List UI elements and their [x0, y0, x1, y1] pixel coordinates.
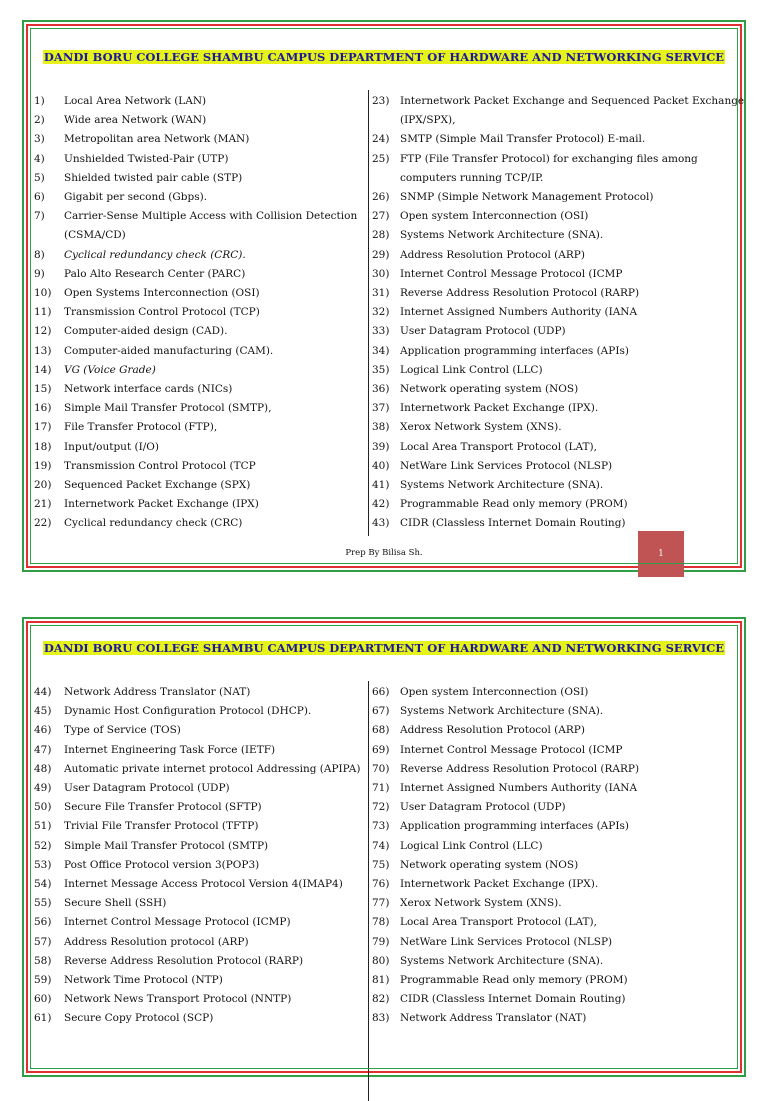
list-item-text: Trivial File Transfer Protocol (TFTP) — [64, 820, 259, 833]
list-item-text: Internet Control Message Protocol (ICMP — [400, 267, 623, 280]
list-item-number: 34) — [372, 344, 390, 357]
list-item-number: 19) — [34, 459, 52, 472]
page-number-badge: 1 — [638, 531, 684, 577]
list-item-number: 36) — [372, 383, 390, 396]
list-item — [368, 760, 740, 779]
list-item-text: Type of Service (TOS) — [64, 724, 181, 737]
list-item-text: NetWare Link Services Protocol (NLSP) — [400, 459, 613, 472]
list-item-number: 18) — [34, 440, 52, 453]
list-item — [34, 380, 364, 399]
list-item — [368, 837, 740, 856]
list-item-text: Transmission Control Protocol (TCP) — [64, 306, 260, 319]
list-item — [34, 438, 364, 457]
list-item — [368, 856, 740, 875]
list-item — [34, 130, 364, 149]
list-item-number: 55) — [34, 897, 52, 910]
list-item — [368, 495, 740, 514]
list-item — [34, 246, 364, 265]
list-item-number: 15) — [34, 383, 52, 396]
list-item-number: 25) — [372, 152, 390, 165]
list-item — [368, 361, 740, 380]
list-item-number: 33) — [372, 325, 390, 338]
footer-author: Prep By Bilisa Sh. — [345, 548, 423, 558]
list-item — [368, 933, 740, 952]
list-item-text: Simple Mail Transfer Protocol (SMTP) — [64, 839, 269, 852]
document-page-2 — [22, 617, 746, 1077]
list-item-text: File Transfer Protocol (FTP), — [64, 421, 218, 434]
list-item-text: Secure Shell (SSH) — [64, 897, 167, 910]
list-item-number: 43) — [372, 517, 390, 530]
list-item-text: Reverse Address Resolution Protocol (RARP) — [400, 762, 640, 775]
list-item — [368, 741, 740, 760]
list-item — [368, 303, 740, 322]
list-item-text: Reverse Address Resolution Protocol (RARP) — [64, 954, 304, 967]
list-item-number: 11) — [34, 306, 52, 319]
list-item — [368, 1009, 740, 1028]
list-item-number: 70) — [372, 762, 390, 775]
list-item — [34, 952, 364, 971]
list-item — [368, 169, 740, 188]
list-item-number: 59) — [34, 974, 52, 987]
list-item — [34, 875, 364, 894]
list-item-text: Systems Network Architecture (SNA). — [400, 229, 604, 242]
list-item-number: 31) — [372, 287, 390, 300]
list-item-number: 54) — [34, 878, 52, 891]
list-item-text: Cyclical redundancy check (CRC) — [64, 517, 243, 530]
list-item — [34, 226, 364, 245]
list-item-text: Cyclical redundancy check (CRC). — [64, 248, 246, 261]
list-item-number: 45) — [34, 705, 52, 718]
page-header: DANDI BORU COLLEGE SHAMBU CAMPUS DEPARTMENT OF HARDWARE AND NETWORKING SERVICE — [43, 50, 725, 64]
list-item-text: Local Area Transport Protocol (LAT), — [400, 916, 597, 929]
list-item — [34, 760, 364, 779]
list-item-text: User Datagram Protocol (UDP) — [400, 325, 566, 338]
list-item — [34, 476, 364, 495]
list-item-number: 4) — [34, 152, 45, 165]
list-item-text: Systems Network Architecture (SNA). — [400, 705, 604, 718]
list-item — [368, 817, 740, 836]
list-item — [34, 683, 364, 702]
list-item-text: Internetwork Packet Exchange (IPX) — [64, 498, 259, 511]
list-item-number: 37) — [372, 402, 390, 415]
list-item — [368, 207, 740, 226]
list-item-number: 35) — [372, 363, 390, 376]
list-item-number: 58) — [34, 954, 52, 967]
list-item-text: SNMP (Simple Network Management Protocol) — [400, 191, 654, 204]
list-item-number: 76) — [372, 878, 390, 891]
list-item-number: 75) — [372, 858, 390, 871]
list-item-number: 12) — [34, 325, 52, 338]
list-item — [34, 361, 364, 380]
list-item-number: 27) — [372, 210, 390, 223]
list-item — [34, 933, 364, 952]
list-item — [368, 265, 740, 284]
list-item-number: 48) — [34, 762, 52, 775]
list-item — [34, 702, 364, 721]
list-item-text: Shielded twisted pair cable (STP) — [64, 171, 243, 184]
list-item-number: 57) — [34, 935, 52, 948]
list-item — [368, 457, 740, 476]
list-item — [34, 188, 364, 207]
list-item-text: Internet Control Message Protocol (ICMP — [400, 743, 623, 756]
list-item-number: 30) — [372, 267, 390, 280]
list-item-number — [368, 111, 400, 130]
list-item — [34, 721, 364, 740]
list-item-number: 50) — [34, 801, 52, 814]
list-item — [368, 342, 740, 361]
list-item-text: Wide area Network (WAN) — [64, 114, 207, 127]
list-item-number: 66) — [372, 686, 390, 698]
list-item-text: Internetwork Packet Exchange and Sequenced Packet Exchange — [400, 95, 745, 107]
list-item-text: Network operating system (NOS) — [400, 858, 579, 871]
list-item — [34, 265, 364, 284]
list-item-text: VG (Voice Grade) — [64, 363, 156, 376]
list-item-text: NetWare Link Services Protocol (NLSP) — [400, 935, 613, 948]
list-item-text: Internet Engineering Task Force (IETF) — [64, 743, 276, 756]
list-item-text: Programmable Read only memory (PROM) — [400, 498, 628, 511]
list-item-text: Gigabit per second (Gbps). — [64, 191, 208, 204]
list-item-number: 6) — [34, 191, 45, 204]
list-item-text: Internet Control Message Protocol (ICMP) — [64, 916, 291, 929]
list-item-text: Secure Copy Protocol (SCP) — [64, 1012, 214, 1025]
list-item-number: 29) — [372, 248, 390, 261]
list-item-number: 21) — [34, 498, 52, 511]
list-item-number: 80) — [372, 954, 390, 967]
list-item-number: 60) — [34, 993, 52, 1006]
list-item-text: Reverse Address Resolution Protocol (RARP) — [400, 287, 640, 300]
list-item-text: Xerox Network System (XNS). — [400, 897, 562, 910]
list-item — [368, 92, 745, 111]
left-column-list — [34, 92, 364, 534]
list-item-text: User Datagram Protocol (UDP) — [64, 782, 230, 795]
list-item — [34, 495, 364, 514]
list-item — [368, 418, 740, 437]
list-item-text: Secure File Transfer Protocol (SFTP) — [64, 801, 262, 814]
left-column-list — [34, 683, 364, 1029]
list-item-number: 20) — [34, 479, 52, 492]
list-item — [368, 913, 740, 932]
list-item-text: Address Resolution Protocol (ARP) — [400, 248, 585, 261]
list-item-number: 32) — [372, 306, 390, 319]
list-item-text: Input/output (I/O) — [64, 440, 159, 453]
list-item — [34, 169, 364, 188]
list-item-number: 14) — [34, 363, 52, 376]
list-item-number: 41) — [372, 479, 390, 492]
list-item-text: Logical Link Control (LLC) — [400, 839, 543, 852]
list-item-number: 5) — [34, 171, 45, 184]
list-item — [368, 284, 740, 303]
list-item-number: 73) — [372, 820, 390, 833]
list-item-text: CIDR (Classless Internet Domain Routing) — [400, 517, 626, 530]
list-item — [34, 837, 364, 856]
list-item — [34, 111, 364, 130]
list-item-text: Open system Interconnection (OSI) — [400, 686, 589, 698]
list-item — [368, 894, 740, 913]
list-item-text: Internetwork Packet Exchange (IPX). — [400, 878, 599, 891]
list-item — [368, 438, 740, 457]
list-item — [34, 150, 364, 169]
list-item — [368, 721, 740, 740]
list-item-text: Computer-aided design (CAD). — [64, 325, 228, 338]
list-item — [368, 798, 740, 817]
list-item — [34, 303, 364, 322]
list-item — [34, 990, 364, 1009]
list-item-number: 2) — [34, 114, 45, 127]
list-item — [34, 457, 364, 476]
list-item-number: 1) — [34, 95, 45, 107]
list-item — [368, 952, 740, 971]
list-item-text: CIDR (Classless Internet Domain Routing) — [400, 993, 626, 1006]
list-item-text: Network News Transport Protocol (NNTP) — [64, 993, 292, 1006]
list-item — [34, 856, 364, 875]
list-item — [34, 817, 364, 836]
list-item — [34, 284, 364, 303]
list-item — [368, 246, 740, 265]
list-item-text: Transmission Control Protocol (TCP — [64, 459, 256, 472]
list-item — [34, 418, 364, 437]
list-item-text: Systems Network Architecture (SNA). — [400, 954, 604, 967]
list-item-text: Metropolitan area Network (MAN) — [64, 133, 250, 146]
list-item-text: Carrier-Sense Multiple Access with Collision Detection — [64, 210, 358, 223]
list-item — [368, 150, 740, 169]
list-item-number: 10) — [34, 287, 52, 300]
list-item — [368, 514, 740, 533]
list-item-number: 3) — [34, 133, 45, 146]
list-item-number: 40) — [372, 459, 390, 472]
list-item-text: FTP (File Transfer Protocol) for exchanging files among — [400, 152, 698, 165]
list-item — [368, 971, 740, 990]
list-item — [34, 92, 364, 111]
list-item-text: Application programming interfaces (APIs) — [400, 820, 629, 833]
list-item-text: Logical Link Control (LLC) — [400, 363, 543, 376]
list-item-text: Simple Mail Transfer Protocol (SMTP), — [64, 402, 272, 415]
list-item-number: 53) — [34, 858, 52, 871]
list-item-number: 44) — [34, 686, 52, 698]
list-item-number: 7) — [34, 210, 45, 223]
list-item-text: Internet Message Access Protocol Version 4(IMAP4) — [64, 878, 343, 891]
list-item-text: (CSMA/CD) — [64, 229, 126, 242]
list-item-number: 68) — [372, 724, 390, 737]
list-item-number: 47) — [34, 743, 52, 756]
right-column-list — [368, 92, 745, 534]
list-item-text: Programmable Read only memory (PROM) — [400, 974, 628, 987]
list-item — [34, 1009, 364, 1028]
list-item-text: Palo Alto Research Center (PARC) — [64, 267, 246, 280]
list-item — [368, 111, 740, 130]
list-item-number: 24) — [372, 133, 390, 146]
list-item — [34, 913, 364, 932]
list-item — [368, 875, 740, 894]
list-item-number: 69) — [372, 743, 390, 756]
list-item-number: 71) — [372, 782, 390, 795]
list-item-text: SMTP (Simple Mail Transfer Protocol) E-mail. — [400, 133, 646, 146]
list-item-text: Internetwork Packet Exchange (IPX). — [400, 402, 599, 415]
list-item-text: Automatic private internet protocol Addressing (APIPA) — [64, 762, 361, 775]
list-item-text: Open Systems Interconnection (OSI) — [64, 287, 260, 300]
list-item — [34, 207, 364, 226]
document-page-1 — [22, 20, 746, 572]
list-item-text: Xerox Network System (XNS). — [400, 421, 562, 434]
right-column-list — [368, 683, 740, 1029]
list-item-text: Systems Network Architecture (SNA). — [400, 479, 604, 492]
list-item-number: 23) — [372, 95, 390, 107]
list-item-number: 72) — [372, 801, 390, 814]
page-header: DANDI BORU COLLEGE SHAMBU CAMPUS DEPARTMENT OF HARDWARE AND NETWORKING SERVICE — [43, 641, 725, 655]
list-item-text: User Datagram Protocol (UDP) — [400, 801, 566, 814]
list-item-number: 82) — [372, 993, 390, 1006]
list-item — [368, 226, 740, 245]
list-item-text: Network Address Translator (NAT) — [64, 686, 251, 698]
list-item-text: computers running TCP/IP. — [400, 171, 544, 184]
list-item-text: Sequenced Packet Exchange (SPX) — [64, 479, 251, 492]
list-item — [368, 683, 740, 702]
list-item — [34, 342, 364, 361]
list-item-number: 17) — [34, 421, 52, 434]
list-item-number: 52) — [34, 839, 52, 852]
list-item-number: 78) — [372, 916, 390, 929]
list-item — [34, 971, 364, 990]
list-item-text: Application programming interfaces (APIs) — [400, 344, 629, 357]
list-item-text: Computer-aided manufacturing (CAM). — [64, 344, 274, 357]
list-item-text: Internet Assigned Numbers Authority (IANA — [400, 306, 638, 319]
list-item-text: Open system Interconnection (OSI) — [400, 210, 589, 223]
list-item-number: 38) — [372, 421, 390, 434]
list-item-text: Unshielded Twisted-Pair (UTP) — [64, 152, 229, 165]
list-item-number: 81) — [372, 974, 390, 987]
list-item-text: Dynamic Host Configuration Protocol (DHCP). — [64, 705, 312, 718]
list-item — [368, 188, 740, 207]
list-item — [34, 798, 364, 817]
list-item-number: 79) — [372, 935, 390, 948]
list-item-number: 51) — [34, 820, 52, 833]
list-item-number: 13) — [34, 344, 52, 357]
list-item — [34, 322, 364, 341]
list-item-number: 22) — [34, 517, 52, 530]
list-item — [34, 399, 364, 418]
list-item-number: 8) — [34, 248, 45, 261]
list-item-number: 67) — [372, 705, 390, 718]
list-item-text: Network interface cards (NICs) — [64, 383, 233, 396]
list-item-text: Network operating system (NOS) — [400, 383, 579, 396]
list-item — [368, 990, 740, 1009]
list-item-number: 83) — [372, 1012, 390, 1025]
list-item-number: 46) — [34, 724, 52, 737]
list-item — [368, 380, 740, 399]
list-item — [368, 702, 740, 721]
list-item-number: 49) — [34, 782, 52, 795]
list-item — [34, 894, 364, 913]
list-item-number: 42) — [372, 498, 390, 511]
list-item-text: Address Resolution Protocol (ARP) — [400, 724, 585, 737]
list-item-number: 16) — [34, 402, 52, 415]
list-item — [368, 476, 740, 495]
list-item-number: 28) — [372, 229, 390, 242]
list-item-number: 61) — [34, 1012, 52, 1025]
list-item-number — [368, 169, 400, 188]
list-item — [368, 130, 740, 149]
list-item-text: (IPX/SPX), — [400, 114, 456, 127]
list-item-number — [34, 226, 64, 245]
list-item — [368, 322, 740, 341]
list-item-number: 74) — [372, 839, 390, 852]
list-item — [34, 779, 364, 798]
list-item-text: Post Office Protocol version 3(POP3) — [64, 858, 260, 871]
list-item — [368, 399, 740, 418]
list-item-text: Network Address Translator (NAT) — [400, 1012, 587, 1025]
list-item-text: Internet Assigned Numbers Authority (IANA — [400, 782, 638, 795]
list-item-number: 9) — [34, 267, 45, 280]
list-item-text: Local Area Network (LAN) — [64, 95, 207, 107]
list-item — [368, 779, 740, 798]
list-item-number: 26) — [372, 191, 390, 204]
list-item-number: 77) — [372, 897, 390, 910]
list-item-text: Local Area Transport Protocol (LAT), — [400, 440, 597, 453]
list-item — [34, 741, 364, 760]
list-item-number: 39) — [372, 440, 390, 453]
list-item-text: Address Resolution protocol (ARP) — [64, 935, 249, 948]
list-item — [34, 514, 364, 533]
list-item-text: Network Time Protocol (NTP) — [64, 974, 223, 987]
list-item-number: 56) — [34, 916, 52, 929]
